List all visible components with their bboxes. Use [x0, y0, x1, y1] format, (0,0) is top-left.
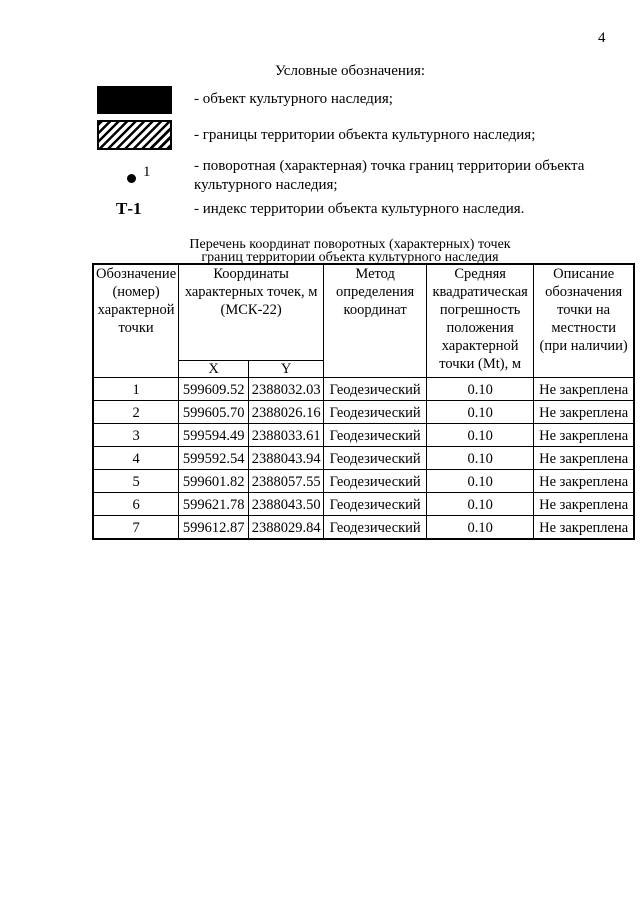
point-number-cell: 7: [93, 516, 179, 540]
description-cell: Не закреплена: [534, 401, 635, 424]
table-row: [93, 470, 634, 493]
y-coordinate-cell: 2388043.94: [249, 447, 324, 470]
table-caption-line: границ территории объекта культурного наследия: [201, 250, 499, 265]
y-coordinate-cell: 2388057.55: [249, 470, 324, 493]
legend-item-text: - объект культурного наследия;: [194, 91, 393, 107]
point-number-cell: 1: [93, 378, 179, 401]
y-coordinate-cell: 2388033.61: [249, 424, 324, 447]
point-number-cell: 5: [93, 470, 179, 493]
table-caption: [150, 238, 550, 264]
header-x: X: [179, 361, 249, 378]
table-row: [93, 401, 634, 424]
legend-item-text: - поворотная (характерная) точка границ территории объекта культурного наследия;: [194, 158, 585, 193]
point-number-cell: 2: [93, 401, 179, 424]
hatched-rectangle-icon: [97, 120, 172, 150]
header-point-number: Обозначение (номер) характерной точки: [93, 264, 179, 378]
mean-error-cell: 0.10: [427, 447, 534, 470]
description-cell: Не закреплена: [534, 424, 635, 447]
x-coordinate-cell: 599612.87: [179, 516, 249, 540]
header-mean-error: Средняя квадратическая погрешность положения характерной точки (Mt), м: [427, 264, 534, 378]
table-row: [93, 378, 634, 401]
method-cell: Геодезический: [324, 470, 427, 493]
legend-item-text: - индекс территории объекта культурного наследия.: [194, 201, 525, 217]
description-cell: Не закреплена: [534, 493, 635, 516]
point-number-cell: 4: [93, 447, 179, 470]
mean-error-cell: 0.10: [427, 516, 534, 540]
point-number-cell: 3: [93, 424, 179, 447]
y-coordinate-cell: 2388029.84: [249, 516, 324, 540]
y-coordinate-cell: 2388043.50: [249, 493, 324, 516]
y-coordinate-cell: 2388026.16: [249, 401, 324, 424]
territory-index-label: Т-1: [116, 199, 142, 218]
point-number-cell: 6: [93, 493, 179, 516]
coordinates-table: [92, 263, 635, 540]
mean-error-cell: 0.10: [427, 378, 534, 401]
x-coordinate-cell: 599601.82: [179, 470, 249, 493]
mean-error-cell: 0.10: [427, 401, 534, 424]
x-coordinate-cell: 599594.49: [179, 424, 249, 447]
header-description: Описание обозначения точки на местности (при наличии): [534, 264, 635, 378]
x-coordinate-cell: 599605.70: [179, 401, 249, 424]
description-cell: Не закреплена: [534, 516, 635, 540]
table-row: [93, 424, 634, 447]
method-cell: Геодезический: [324, 447, 427, 470]
black-rectangle-icon: [97, 86, 172, 114]
method-cell: Геодезический: [324, 378, 427, 401]
page-number: 4: [598, 30, 606, 46]
method-cell: Геодезический: [324, 401, 427, 424]
method-cell: Геодезический: [324, 424, 427, 447]
header-method: Метод определения координат: [324, 264, 427, 378]
x-coordinate-cell: 599592.54: [179, 447, 249, 470]
mean-error-cell: 0.10: [427, 493, 534, 516]
description-cell: Не закреплена: [534, 447, 635, 470]
description-cell: Не закреплена: [534, 470, 635, 493]
x-coordinate-cell: 599621.78: [179, 493, 249, 516]
point-number-label: 1: [143, 164, 151, 180]
y-coordinate-cell: 2388032.03: [249, 378, 324, 401]
table-caption-line: Перечень координат поворотных (характерных) точек: [189, 237, 511, 252]
mean-error-cell: 0.10: [427, 424, 534, 447]
x-coordinate-cell: 599609.52: [179, 378, 249, 401]
black-dot-icon: [127, 174, 136, 183]
method-cell: Геодезический: [324, 516, 427, 540]
description-cell: Не закреплена: [534, 378, 635, 401]
legend-title: Условные обозначения:: [274, 63, 426, 79]
method-cell: Геодезический: [324, 493, 427, 516]
table-row: [93, 493, 634, 516]
mean-error-cell: 0.10: [427, 470, 534, 493]
table-row: [93, 447, 634, 470]
table-row: [93, 516, 634, 540]
legend-item-text: - границы территории объекта культурного наследия;: [194, 127, 536, 143]
header-coordinates: Координаты характерных точек, м (МСК-22): [179, 264, 324, 361]
header-y: Y: [249, 361, 324, 378]
